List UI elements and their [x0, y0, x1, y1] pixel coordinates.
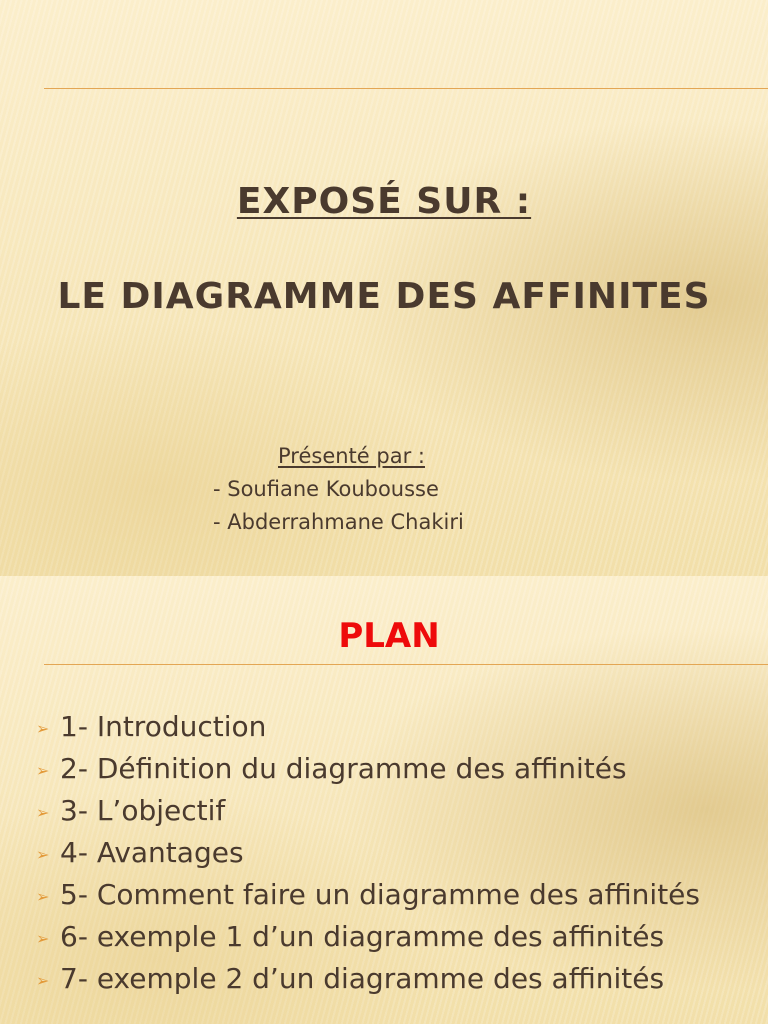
list-item-text: 1- Introduction [60, 710, 267, 743]
list-item-text: 4- Avantages [60, 836, 244, 869]
list-item-text: 2- Définition du diagramme des affinités [60, 752, 627, 785]
list-item [0, 960, 768, 997]
plan-list [0, 708, 768, 1002]
slide-title-line-2: LE DIAGRAMME DES AFFINITES [57, 276, 711, 317]
presented-by-label: Présenté par : [278, 444, 425, 468]
chevron-right-icon: ➢ [36, 761, 50, 780]
presenter-name: - Abderrahmane Chakiri [213, 510, 464, 534]
chevron-right-icon: ➢ [36, 929, 50, 948]
list-item [0, 792, 768, 829]
list-item [0, 918, 768, 955]
plan-slide [0, 576, 768, 1024]
list-item-text: 6- exemple 1 d’un diagramme des affinités [60, 920, 665, 953]
list-item [0, 750, 768, 787]
chevron-right-icon: ➢ [36, 803, 50, 822]
slide-title-line-1: EXPOSÉ SUR : [236, 181, 532, 222]
chevron-right-icon: ➢ [36, 719, 50, 738]
list-item [0, 834, 768, 871]
divider-line [44, 664, 768, 665]
list-item-text: 7- exemple 2 d’un diagramme des affinités [60, 962, 665, 995]
chevron-right-icon: ➢ [36, 971, 50, 990]
list-item [0, 708, 768, 745]
chevron-right-icon: ➢ [36, 845, 50, 864]
plan-title: PLAN [338, 616, 440, 656]
list-item [0, 876, 768, 913]
presenter-name: - Soufiane Koubousse [213, 477, 439, 501]
chevron-right-icon: ➢ [36, 887, 50, 906]
list-item-text: 3- L’objectif [60, 794, 226, 827]
divider-line [44, 88, 768, 89]
list-item-text: 5- Comment faire un diagramme des affinités [60, 878, 700, 911]
